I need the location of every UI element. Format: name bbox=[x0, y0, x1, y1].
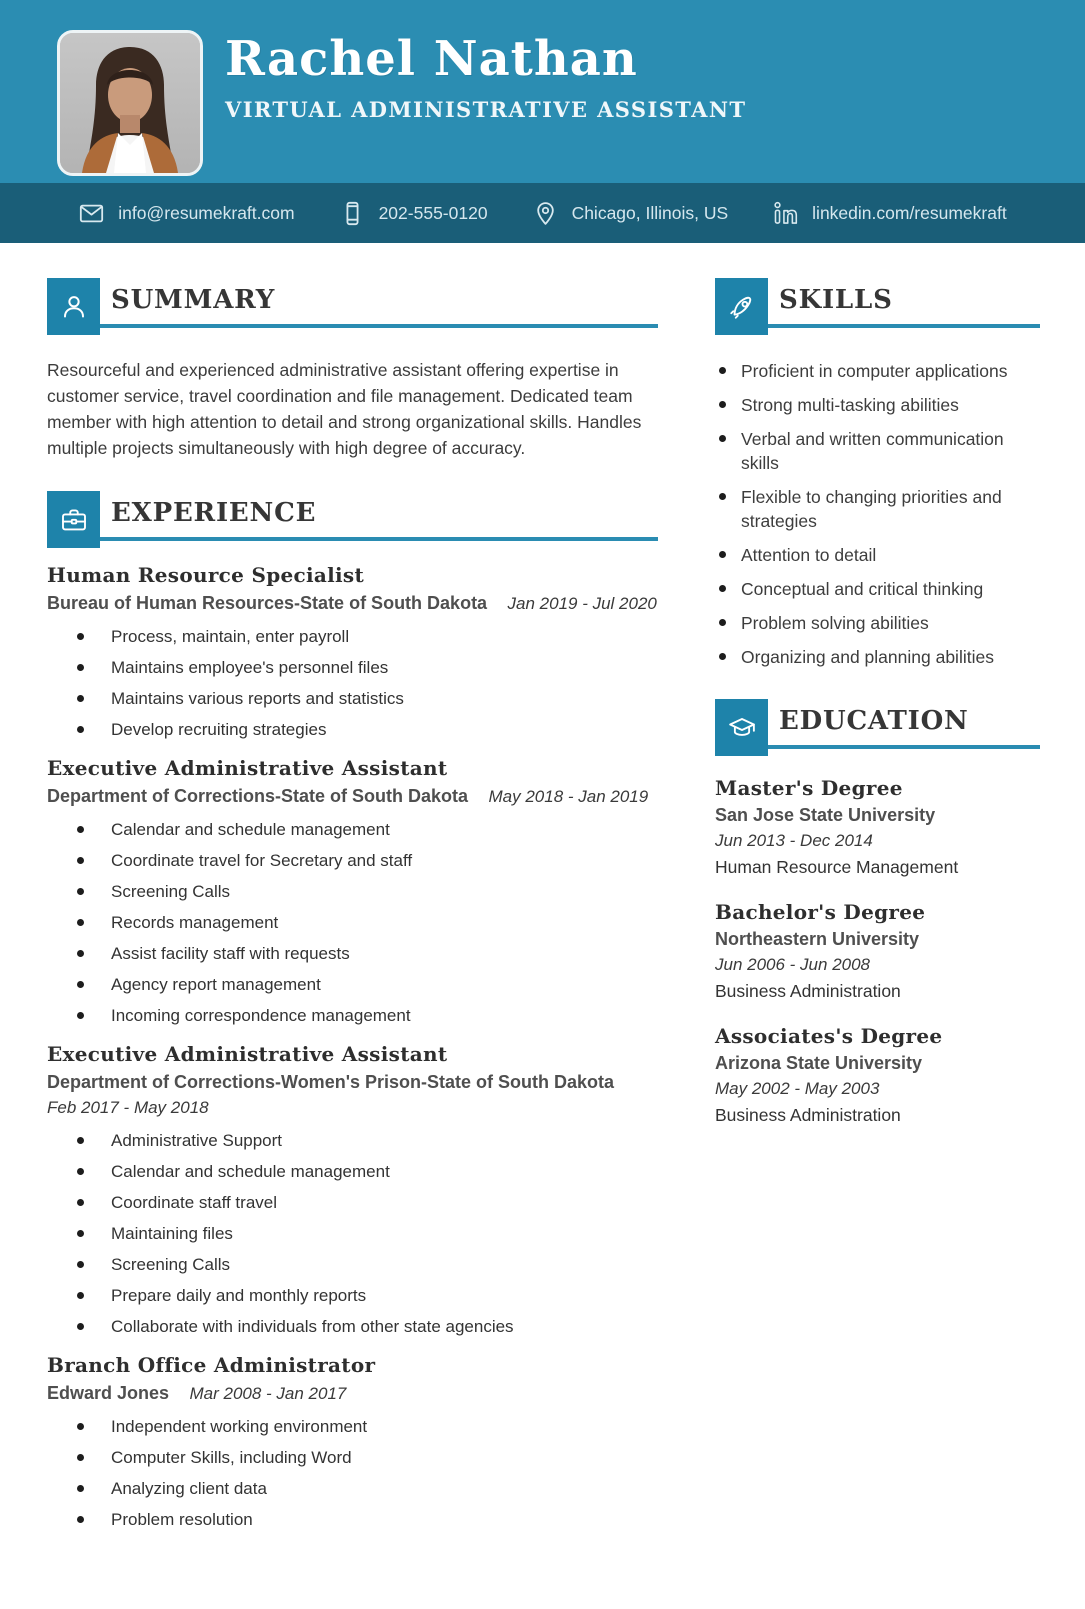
job-bullet-list bbox=[47, 625, 658, 741]
person-job-title: VIRTUAL ADMINISTRATIVE ASSISTANT bbox=[225, 97, 747, 122]
job-subline bbox=[47, 590, 658, 617]
job-subline bbox=[47, 1069, 658, 1121]
job-bullet-list bbox=[47, 818, 658, 1027]
contact-item-email[interactable] bbox=[78, 200, 294, 227]
contact-phone-text: 202-555-0120 bbox=[378, 202, 488, 223]
header-banner bbox=[0, 0, 1085, 183]
job-company: Bureau of Human Resources-State of South Dakota bbox=[47, 593, 488, 613]
job-subline bbox=[47, 1380, 658, 1407]
skill-item: Strong multi-tasking abilities bbox=[715, 393, 1040, 417]
job-bullet: Screening Calls bbox=[47, 880, 658, 903]
job-bullet: Agency report management bbox=[47, 973, 658, 996]
job-bullet: Calendar and schedule management bbox=[47, 818, 658, 841]
education-list bbox=[715, 775, 1040, 1128]
job-entry bbox=[47, 562, 658, 741]
job-bullet: Collaborate with individuals from other state agencies bbox=[47, 1315, 658, 1338]
job-title: Human Resource Specialist bbox=[47, 563, 365, 587]
location-icon bbox=[532, 200, 559, 227]
contact-item-linkedin[interactable] bbox=[772, 200, 1007, 227]
job-subline bbox=[47, 783, 658, 810]
job-bullet: Administrative Support bbox=[47, 1129, 658, 1152]
job-bullet: Independent working environment bbox=[47, 1415, 658, 1438]
job-bullet: Prepare daily and monthly reports bbox=[47, 1284, 658, 1307]
skill-item: Proficient in computer applications bbox=[715, 359, 1040, 383]
job-title: Executive Administrative Assistant bbox=[47, 756, 448, 780]
job-entry bbox=[47, 1041, 658, 1338]
skill-item: Conceptual and critical thinking bbox=[715, 577, 1040, 601]
education-dates: Jun 2013 - Dec 2014 bbox=[715, 831, 873, 850]
education-entry bbox=[715, 1023, 1040, 1128]
contact-location-text: Chicago, Illinois, US bbox=[571, 202, 729, 223]
summary-heading: SUMMARY bbox=[111, 285, 276, 315]
degree-title: Associates's Degree bbox=[715, 1024, 943, 1048]
job-title: Executive Administrative Assistant bbox=[47, 1042, 448, 1066]
degree-title: Master's Degree bbox=[715, 776, 903, 800]
briefcase-icon bbox=[47, 491, 100, 548]
linkedin-icon bbox=[772, 200, 799, 227]
job-bullet: Problem resolution bbox=[47, 1508, 658, 1531]
education-dates: Jun 2006 - Jun 2008 bbox=[715, 955, 871, 974]
job-dates: Jan 2019 - Jul 2020 bbox=[507, 594, 657, 613]
left-column bbox=[47, 278, 658, 1539]
job-list bbox=[47, 562, 658, 1531]
experience-heading: EXPERIENCE bbox=[111, 498, 317, 528]
header-text-block bbox=[225, 30, 746, 122]
job-company: Department of Corrections-Women's Prison-State of South Dakota bbox=[47, 1072, 615, 1092]
job-bullet: Coordinate staff travel bbox=[47, 1191, 658, 1214]
education-section-header bbox=[715, 699, 1040, 756]
job-bullet: Computer Skills, including Word bbox=[47, 1446, 658, 1469]
profile-photo bbox=[57, 30, 203, 176]
skills-section bbox=[715, 278, 1040, 669]
job-bullet: Process, maintain, enter payroll bbox=[47, 625, 658, 648]
skill-item: Problem solving abilities bbox=[715, 611, 1040, 635]
job-bullet-list bbox=[47, 1129, 658, 1338]
skill-item: Verbal and written communication skills bbox=[715, 427, 1040, 475]
skills-heading: SKILLS bbox=[779, 285, 893, 315]
job-company: Edward Jones bbox=[47, 1383, 170, 1403]
school-name: Arizona State University bbox=[715, 1053, 923, 1073]
job-company: Department of Corrections-State of South Dakota bbox=[47, 786, 469, 806]
contact-linkedin-text: linkedin.com/resumekraft bbox=[812, 202, 1007, 223]
rocket-icon bbox=[715, 278, 768, 335]
education-heading: EDUCATION bbox=[779, 706, 969, 736]
contact-bar bbox=[0, 183, 1085, 243]
school-name: Northeastern University bbox=[715, 929, 920, 949]
contact-item-location[interactable] bbox=[532, 200, 729, 227]
job-bullet: Incoming correspondence management bbox=[47, 1004, 658, 1027]
job-dates: Feb 2017 - May 2018 bbox=[47, 1098, 209, 1117]
skill-item: Organizing and planning abilities bbox=[715, 645, 1040, 669]
summary-section-header bbox=[47, 278, 658, 335]
job-bullet: Calendar and schedule management bbox=[47, 1160, 658, 1183]
job-bullet: Maintaining files bbox=[47, 1222, 658, 1245]
skill-item: Flexible to changing priorities and strategies bbox=[715, 485, 1040, 533]
job-dates: May 2018 - Jan 2019 bbox=[488, 787, 649, 806]
education-entry bbox=[715, 775, 1040, 880]
job-bullet: Screening Calls bbox=[47, 1253, 658, 1276]
skills-section-header bbox=[715, 278, 1040, 335]
person-icon bbox=[47, 278, 100, 335]
job-dates: Mar 2008 - Jan 2017 bbox=[189, 1384, 347, 1403]
degree-title: Bachelor's Degree bbox=[715, 900, 926, 924]
experience-section bbox=[47, 491, 658, 1531]
main-content bbox=[0, 243, 1085, 1609]
job-entry bbox=[47, 755, 658, 1027]
field-of-study: Business Administration bbox=[715, 1105, 901, 1125]
graduation-cap-icon bbox=[715, 699, 768, 756]
job-bullet-list bbox=[47, 1415, 658, 1531]
field-of-study: Business Administration bbox=[715, 981, 901, 1001]
job-bullet: Assist facility staff with requests bbox=[47, 942, 658, 965]
skills-list bbox=[715, 359, 1040, 669]
job-bullet: Coordinate travel for Secretary and staff bbox=[47, 849, 658, 872]
summary-text: Resourceful and experienced administrative assistant offering expertise in customer service, travel coordination and file management. Dedicated team member with high attention to detail and strong organizational skills. Handles multiple projects simultaneously with high degree of accuracy. bbox=[47, 360, 642, 458]
phone-icon bbox=[339, 200, 366, 227]
right-column bbox=[715, 278, 1040, 1539]
job-bullet: Analyzing client data bbox=[47, 1477, 658, 1500]
job-bullet: Develop recruiting strategies bbox=[47, 718, 658, 741]
job-bullet: Maintains employee's personnel files bbox=[47, 656, 658, 679]
education-section bbox=[715, 699, 1040, 1128]
skill-item: Attention to detail bbox=[715, 543, 1040, 567]
contact-item-phone[interactable] bbox=[339, 200, 488, 227]
summary-section bbox=[47, 278, 658, 461]
woman-portrait-illustration bbox=[60, 33, 200, 173]
education-entry bbox=[715, 899, 1040, 1004]
contact-email-text: info@resumekraft.com bbox=[118, 202, 295, 223]
job-bullet: Maintains various reports and statistics bbox=[47, 687, 658, 710]
person-name: Rachel Nathan bbox=[225, 31, 638, 87]
job-title: Branch Office Administrator bbox=[47, 1353, 376, 1377]
email-icon bbox=[78, 200, 105, 227]
experience-section-header bbox=[47, 491, 658, 548]
school-name: San Jose State University bbox=[715, 805, 936, 825]
education-dates: May 2002 - May 2003 bbox=[715, 1079, 880, 1098]
job-bullet: Records management bbox=[47, 911, 658, 934]
job-entry bbox=[47, 1352, 658, 1531]
field-of-study: Human Resource Management bbox=[715, 857, 959, 877]
